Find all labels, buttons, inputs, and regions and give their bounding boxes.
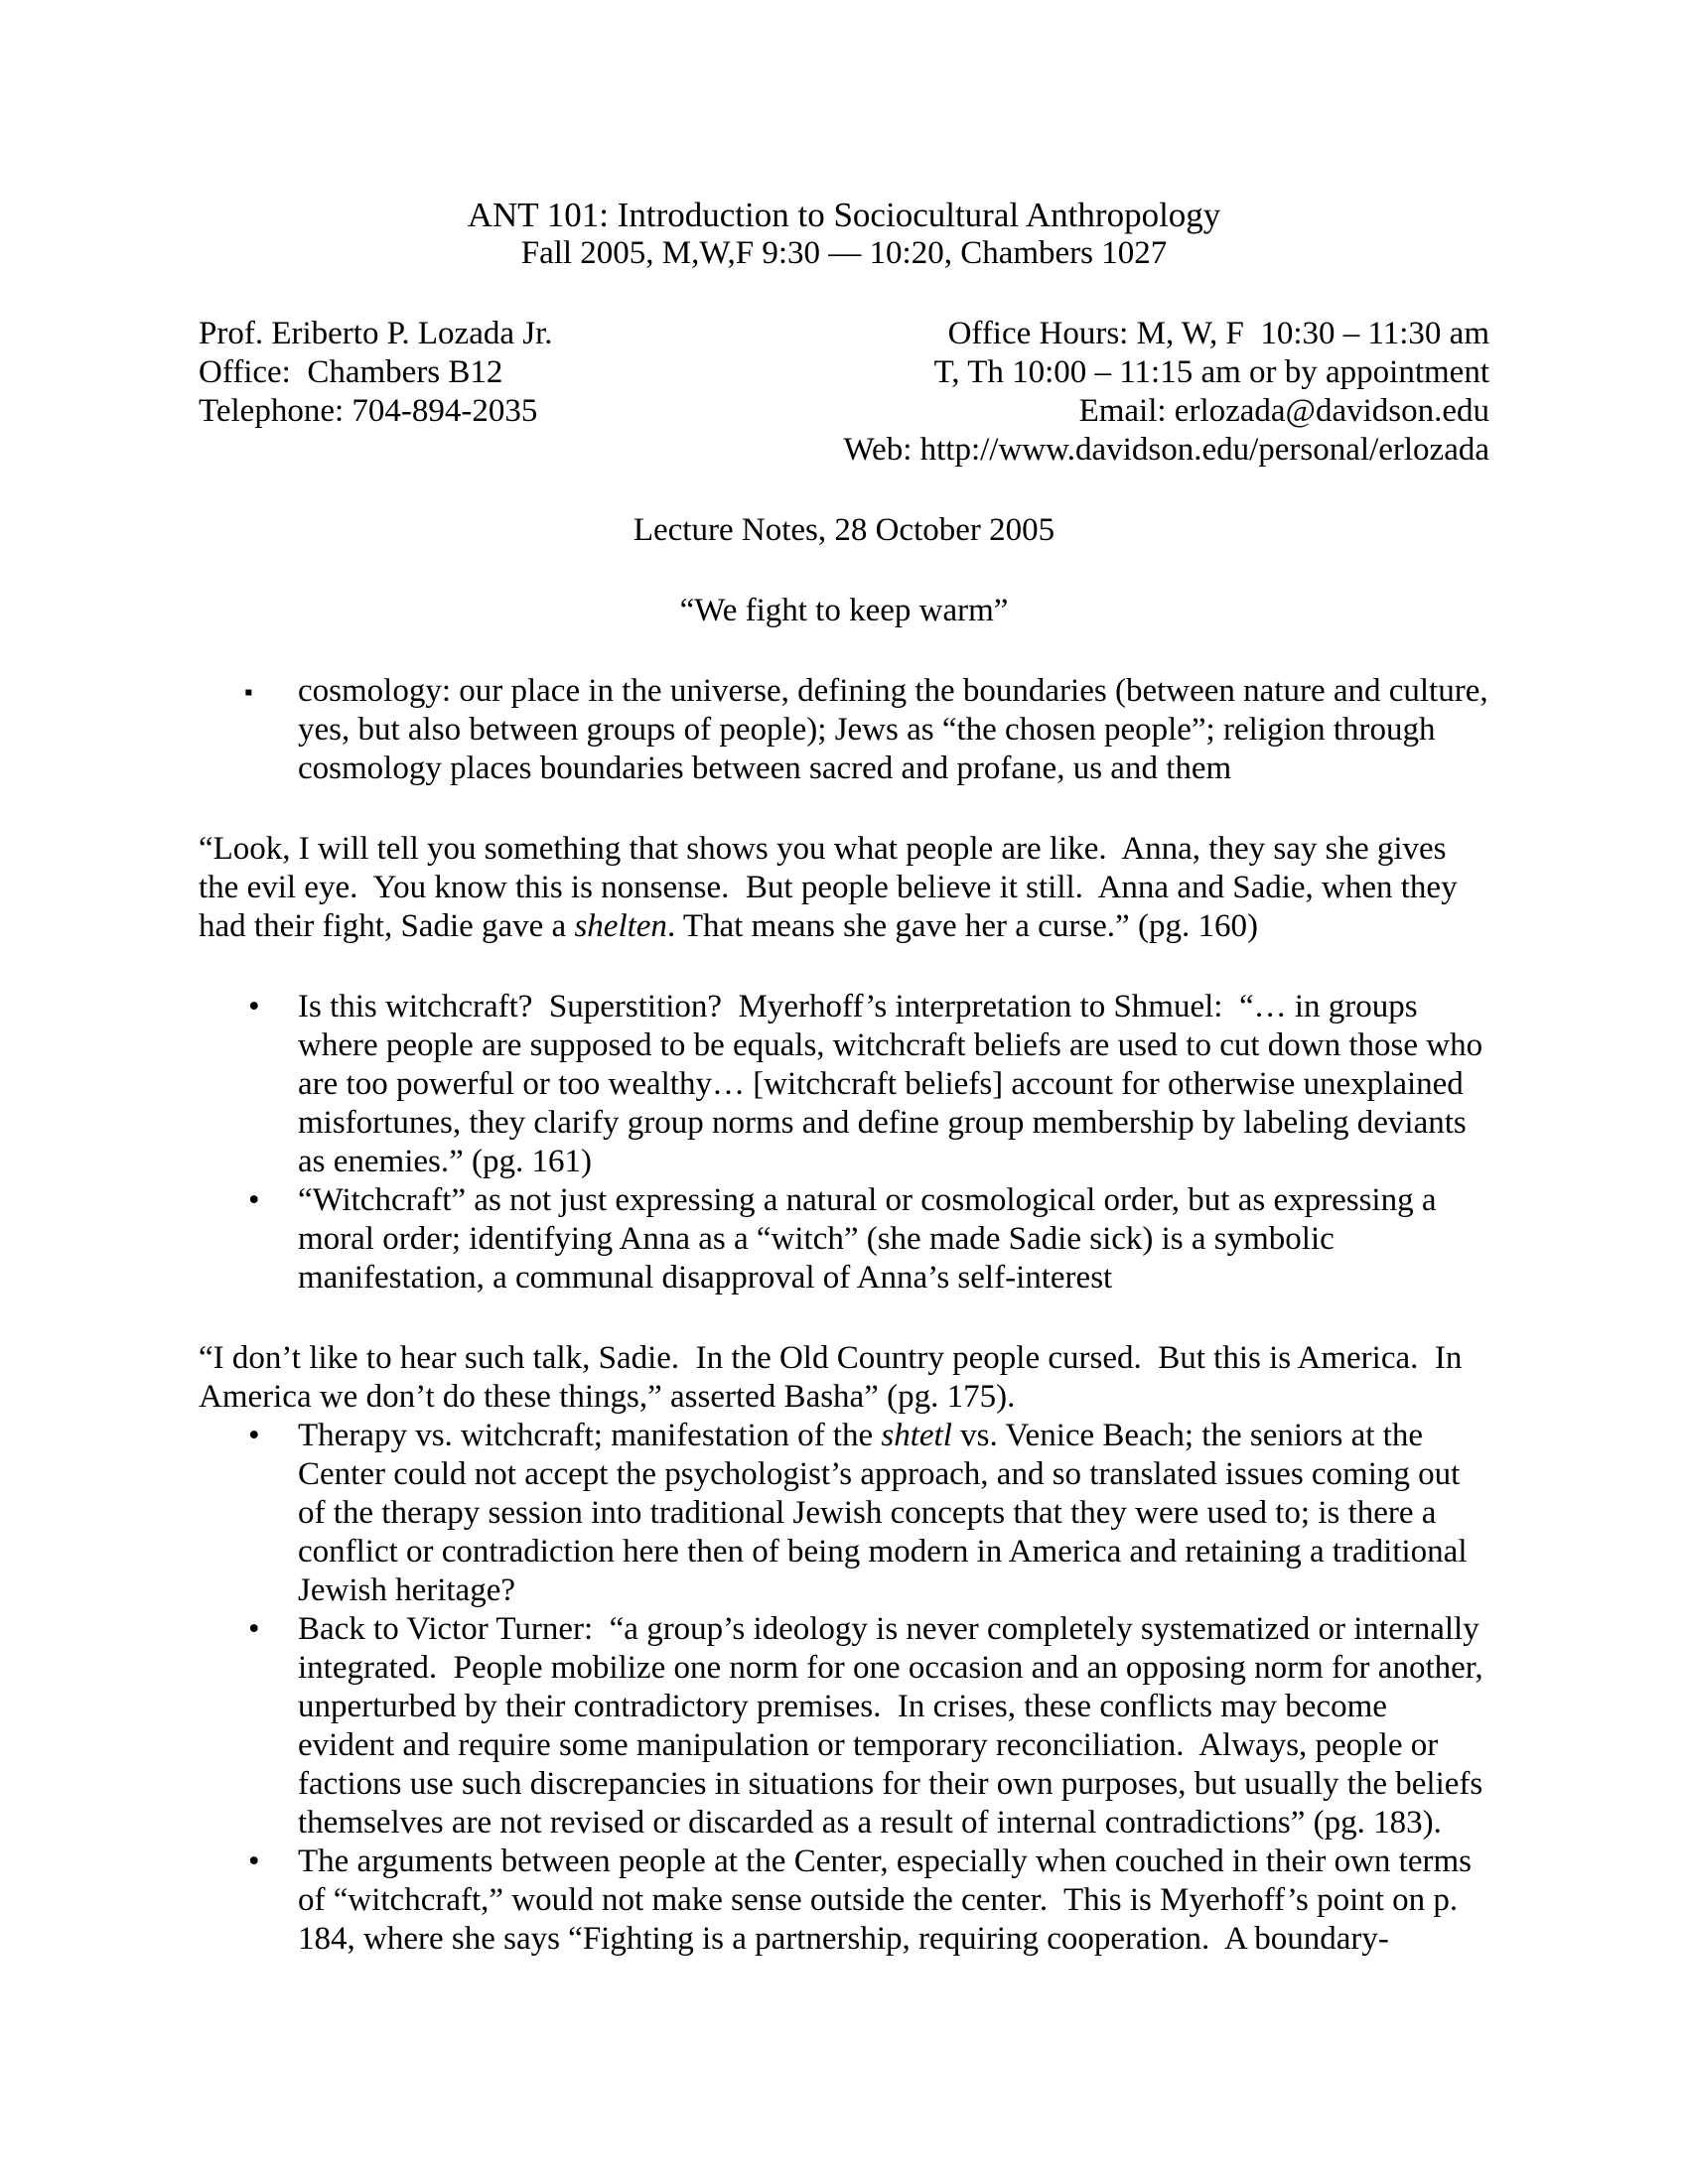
round-bullet-icon: • (248, 1843, 260, 1879)
round-bullet-icon: • (248, 989, 260, 1024)
contact-block (199, 315, 1489, 470)
bullet-text-victor-turner: Back to Victor Turner: “a group’s ideology is never completely systematized or internally integrated. People mobilize one norm for one occasion and an opposing norm for another, unperturbed by their contradictory premises. In crises, these conflicts may become evident and require some manipulation or temporary reconciliation. Always, people or factions use such discrepancies in situations for their own purposes, but usually the beliefs themselves are not revised or discarded as a result of internal contradictions” (pg. 183). (298, 1611, 1491, 1841)
bullet-text-witchcraft-superstition: Is this witchcraft? Superstition? Myerhoff’s interpretation to Shmuel: “… in groups where people are supposed to be equals, witchcraft beliefs are used to cut down those who are too powerful or too wealthy… [witchcraft beliefs] account for otherwise unexplained misfortunes, they clarify group norms and define group membership by labeling deviants as enemies.” (pg. 161) (298, 989, 1491, 1179)
bullet-item-therapy-vs-witchcraft (199, 1417, 1489, 1610)
instructor-telephone: Telephone: 704-894-2035 (199, 393, 538, 429)
instructor-office: Office: Chambers B12 (199, 354, 503, 390)
instructor-info (199, 315, 553, 431)
square-bullet-icon: ▪ (244, 680, 253, 706)
office-hours-info (844, 315, 1489, 470)
bullet-item-victor-turner (199, 1610, 1489, 1843)
bullet-text-therapy-vs-witchcraft: Therapy vs. witchcraft; manifestation of the shtetl vs. Venice Beach; the seniors at the Center could not accept the psychologist’s approach, and so translated issues coming out of the therapy session into traditional Jewish concepts that they were used to; is there a conflict or contradiction here then of being modern in America and retaining a traditional Jewish heritage? (298, 1418, 1476, 1608)
office-hours-tth: T, Th 10:00 – 11:15 am or by appointment (933, 354, 1489, 390)
course-title: ANT 101: Introduction to Sociocultural Anthropology (467, 196, 1221, 234)
bullet-item-witchcraft-superstition (199, 988, 1489, 1181)
bullet-text-arguments-center: The arguments between people at the Center, especially when couched in their own terms of “witchcraft,” would not make sense outside the center. This is Myerhoff’s point on p. 184, where she says “Fighting is a partnership, requiring cooperation. A boundary- (298, 1843, 1480, 1957)
bullet-text-witchcraft-moral-order: “Witchcraft” as not just expressing a natural or cosmological order, but as expressing a moral order; identifying Anna as a “witch” (she made Sadie sick) is a symbolic manifestation, a communal disapproval of Anna’s self-interest (298, 1182, 1445, 1296)
bullet-item-witchcraft-moral-order (199, 1181, 1489, 1297)
quote-paragraph-look: “Look, I will tell you something that shows you what people are like. Anna, they say she gives the evil eye. You know this is nonsense. But people believe it still. Anna and Sadie, when they had their fight, Sadie gave a shelten. That means she gave her a curse.” (pg. 160) (199, 831, 1466, 944)
instructor-website: Web: http://www.davidson.edu/personal/erlozada (843, 432, 1489, 468)
round-bullet-icon: • (248, 1418, 260, 1453)
lecture-theme-quote: “We fight to keep warm” (679, 593, 1009, 628)
lecture-notes-heading: Lecture Notes, 28 October 2005 (633, 512, 1055, 548)
course-schedule: Fall 2005, M,W,F 9:30 — 10:20, Chambers 1027 (520, 235, 1168, 271)
instructor-email: Email: erlozada@davidson.edu (1078, 393, 1489, 429)
round-bullet-icon: • (248, 1182, 260, 1218)
instructor-name: Prof. Eriberto P. Lozada Jr. (199, 316, 553, 351)
bullet-text-cosmology: cosmology: our place in the universe, defining the boundaries (between nature and culture, yes, but also between groups of people); Jews as “the chosen people”; religion through cosmology places boundaries between sacred and profane, us and them (298, 673, 1496, 786)
quote-paragraph-old-country: “I don’t like to hear such talk, Sadie. In the Old Country people cursed. But this is America. In America we don’t do these things,” asserted Basha” (pg. 175). (199, 1340, 1469, 1415)
bullet-item-arguments-center (199, 1843, 1489, 1959)
round-bullet-icon: • (248, 1611, 260, 1647)
bullet-item-cosmology (199, 672, 1496, 788)
office-hours-mwf: Office Hours: M, W, F 10:30 – 11:30 am (947, 316, 1489, 351)
